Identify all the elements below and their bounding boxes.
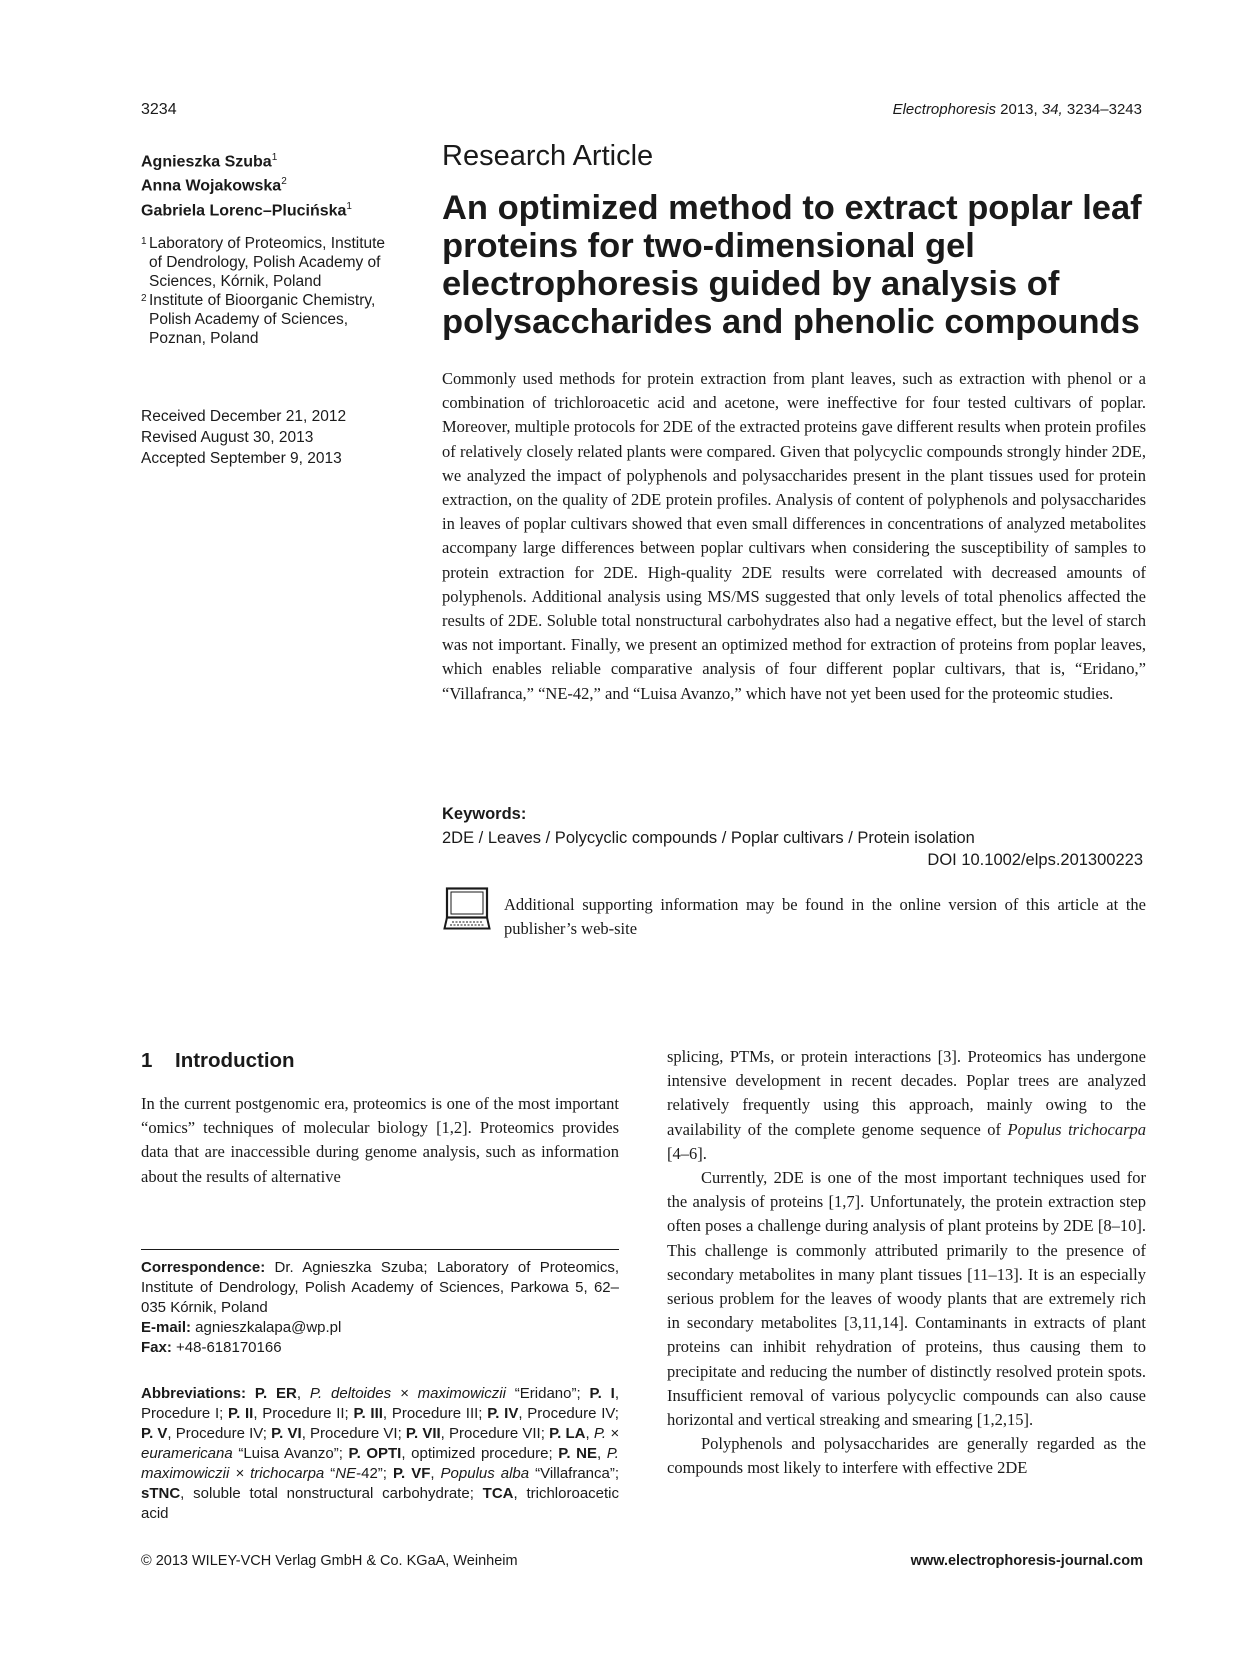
affiliation-list [141, 234, 401, 348]
abbreviation-text: , Procedure II; [253, 1405, 354, 1422]
abbreviation-text: , [596, 1445, 607, 1462]
correspondence-email: E-mail: agnieszkalapa@wp.pl [141, 1319, 342, 1336]
intro-paragraph: Currently, 2DE is one of the most important techniques used for the analysis of proteins [1,7]. Unfortunately, the protein extraction step often poses a challenge during analysis of plant proteins by 2DE [8–10]. This challenge is commonly attributed primarily to the presence of secondary metabolites in many plant tissues [11–13]. It is an especially serious problem for the leaves of woody plants that are extremely rich in secondary metabolites [3,11,14]. Contaminants in extracts of plant proteins can inhibit rehydration of proteins, thus causing them to precipitate and reducing the number of distinctly resolved protein spots. Insufficient removal of various polycyclic compounds can also cause horizontal and vertical streaking and smearing [1,2,15]. [667, 1168, 1146, 1430]
doi: DOI 10.1002/elps.201300223 [927, 851, 1143, 869]
keywords-label: Keywords: [442, 805, 527, 823]
article-type: Research Article [442, 140, 654, 172]
abbreviation-text: , Procedure IV; [167, 1425, 272, 1442]
abbreviations-block [141, 1384, 619, 1524]
abbreviation-term: P. ER [254, 1385, 297, 1402]
author: Agnieszka Szuba$^1$ [141, 152, 278, 171]
abbreviation-text: -42”; [356, 1465, 393, 1482]
abbreviation-term: P. VI [271, 1425, 302, 1442]
abbreviation-text: NE [335, 1465, 357, 1482]
received-date: Received December 21, 2012 [141, 408, 347, 425]
abbreviation-term: sTNC [141, 1485, 181, 1502]
affiliation: 2 Institute of Bioorganic Chemistry, Polish Academy of Sciences, Poznan, Poland [141, 292, 376, 347]
abbreviation-term: P. VF [392, 1465, 431, 1482]
abbreviation-text: P. deltoides × maximowiczii [309, 1385, 506, 1402]
intro-right-column [667, 1045, 1146, 1481]
abbreviation-text: , [296, 1385, 310, 1402]
journal-reference [893, 101, 1142, 118]
abbreviation-term: P. V [141, 1425, 168, 1442]
abbreviation-term: P. NE [558, 1445, 597, 1462]
abbreviation-term: TCA [482, 1485, 514, 1502]
abbreviation-term: P. VII [405, 1425, 441, 1442]
section-number: 1 [141, 1049, 153, 1072]
abbreviation-text: , optimized procedure; [401, 1445, 559, 1462]
abstract: Commonly used methods for protein extraction from plant leaves, such as extraction with phenol or a combination of trichloroacetic acid and acetone, were ineffective for four tested cultivars of poplar. Moreover, multiple protocols for 2DE of the extracted proteins gave different results when protein profiles of relatively closely related plants were compared. Given that polycyclic compounds strongly hinder 2DE, we analyzed the impact of polyphenols and polysaccharides present in the plant tissues used for protein extraction, on the quality of 2DE protein profiles. Analysis of content of polyphenols and polysaccharides in leaves of poplar cultivars showed that even small differences in concentrations of analyzed metabolites accompany large differences between poplar cultivars when considering the susceptibility of samples to protein extraction for 2DE. High-quality 2DE results were correlated with decreased amounts of polyphenols. Additional analysis using MS/MS suggested that only levels of total phenolics affected the results of 2DE. Soluble total nonstructural carbohydrates also had a negative effect, but the level of starch was not important. Finally, we present an optimized method for extraction of proteins from poplar leaves, which enables reliable comparative analysis of four different poplar cultivars, that is, “Eridano,” “Villafranca,” “NE-42,” and “Luisa Avanzo,” which have not yet been used for the proteomic studies. [442, 369, 1146, 703]
abbreviation-term: P. OPTI [348, 1445, 402, 1462]
abbreviation-text: , Procedure III; [382, 1405, 488, 1422]
intro-paragraph: splicing, PTMs, or protein interactions [3]. Proteomics has undergone intensive development in recent decades. Poplar trees are analyzed relatively frequently using this approach, mainly owing to the availability of the complete genome sequence of Populus trichocarpa [4–6]. [667, 1047, 1147, 1163]
abbreviation-text: , Procedure VII; [440, 1425, 550, 1442]
section-heading [141, 1049, 295, 1073]
journal-year: 2013, [1000, 101, 1038, 118]
abbreviation-text: , trichloroacetic acid [141, 1485, 620, 1522]
author: Anna Wojakowska$^2$ [141, 176, 287, 195]
footnote-divider [141, 1249, 619, 1250]
abbreviations-list [141, 1385, 619, 1522]
abbreviations-label: Abbreviations: [141, 1385, 247, 1402]
abbreviation-term: P. II [228, 1405, 254, 1422]
article-title: An optimized method to extract poplar leaf proteins for two-dimensional gel electrophoresis guided by analysis of polysaccharides and phenolic compounds [442, 189, 1142, 341]
section-title: Introduction [175, 1049, 295, 1072]
intro-paragraph: In the current postgenomic era, proteomics is one of the most important “omics” techniques of molecular biology [1,2]. Proteomics provides data that are inaccessible during genome analysis, such as information about the results of alternative [141, 1094, 619, 1186]
correspondence-address: Correspondence: Dr. Agnieszka Szuba; Laboratory of Proteomics, Institute of Dendrology, Polish Academy of Sciences, Parkowa 5, 62–035 Kórnik, Poland [141, 1259, 619, 1316]
abbreviation-term: P. III [353, 1405, 383, 1422]
intro-paragraph: Polyphenols and polysaccharides are generally regarded as the compounds most likely to interfere with effective 2DE [667, 1434, 1146, 1478]
abbreviation-text: , [585, 1425, 594, 1442]
abbreviation-term: P. I [589, 1385, 615, 1402]
journal-volume: 34, [1041, 101, 1063, 118]
copyright-notice: © 2013 WILEY-VCH Verlag GmbH & Co. KGaA, Weinheim [141, 1553, 518, 1569]
abbreviation-text: P. maximowiczii × trichocarpa [141, 1445, 619, 1482]
abbreviation-text: , [430, 1465, 441, 1482]
accepted-date: Accepted September 9, 2013 [141, 450, 342, 467]
keywords: 2DE / Leaves / Polycyclic compounds / Poplar cultivars / Protein isolation [442, 829, 975, 847]
abbreviation-text: , Procedure IV; [518, 1405, 619, 1422]
abbreviation-term: P. LA [549, 1425, 586, 1442]
journal-pages: 3234–3243 [1066, 101, 1142, 118]
abbreviation-text: “Villafranca”; [529, 1465, 620, 1482]
abbreviation-text: , Procedure I; [141, 1385, 620, 1422]
journal-website-link[interactable]: www.electrophoresis-journal.com [910, 1553, 1143, 1569]
abbreviation-text: “Luisa Avanzo”; [232, 1445, 349, 1462]
journal-name: Electrophoresis [892, 101, 996, 118]
abbreviation-text: , Procedure VI; [301, 1425, 406, 1442]
article-dates [141, 406, 401, 469]
abbreviation-text: “Eridano”; [505, 1385, 590, 1402]
abbreviation-text: Populus alba [440, 1465, 530, 1482]
abbreviation-term: P. IV [487, 1405, 519, 1422]
abbreviation-text: P. × euramericana [141, 1425, 619, 1462]
correspondence-block [141, 1258, 619, 1358]
page-number: 3234 [141, 101, 177, 118]
computer-icon [443, 887, 491, 931]
revised-date: Revised August 30, 2013 [141, 429, 314, 446]
affiliation: 1 Laboratory of Proteomics, Institute of Dendrology, Polish Academy of Sciences, Kórnik, Poland [141, 235, 386, 290]
author: Gabriela Lorenc–Plucińska$^1$ [141, 200, 352, 219]
abbreviation-text: , soluble total nonstructural carbohydrate; [180, 1485, 483, 1502]
correspondence-fax: Fax: +48-618170166 [141, 1339, 282, 1356]
author-list [141, 148, 401, 221]
supporting-info-note: Additional supporting information may be found in the online version of this article at the publisher’s web-site [504, 895, 1146, 938]
abbreviation-text: “ [324, 1465, 336, 1482]
